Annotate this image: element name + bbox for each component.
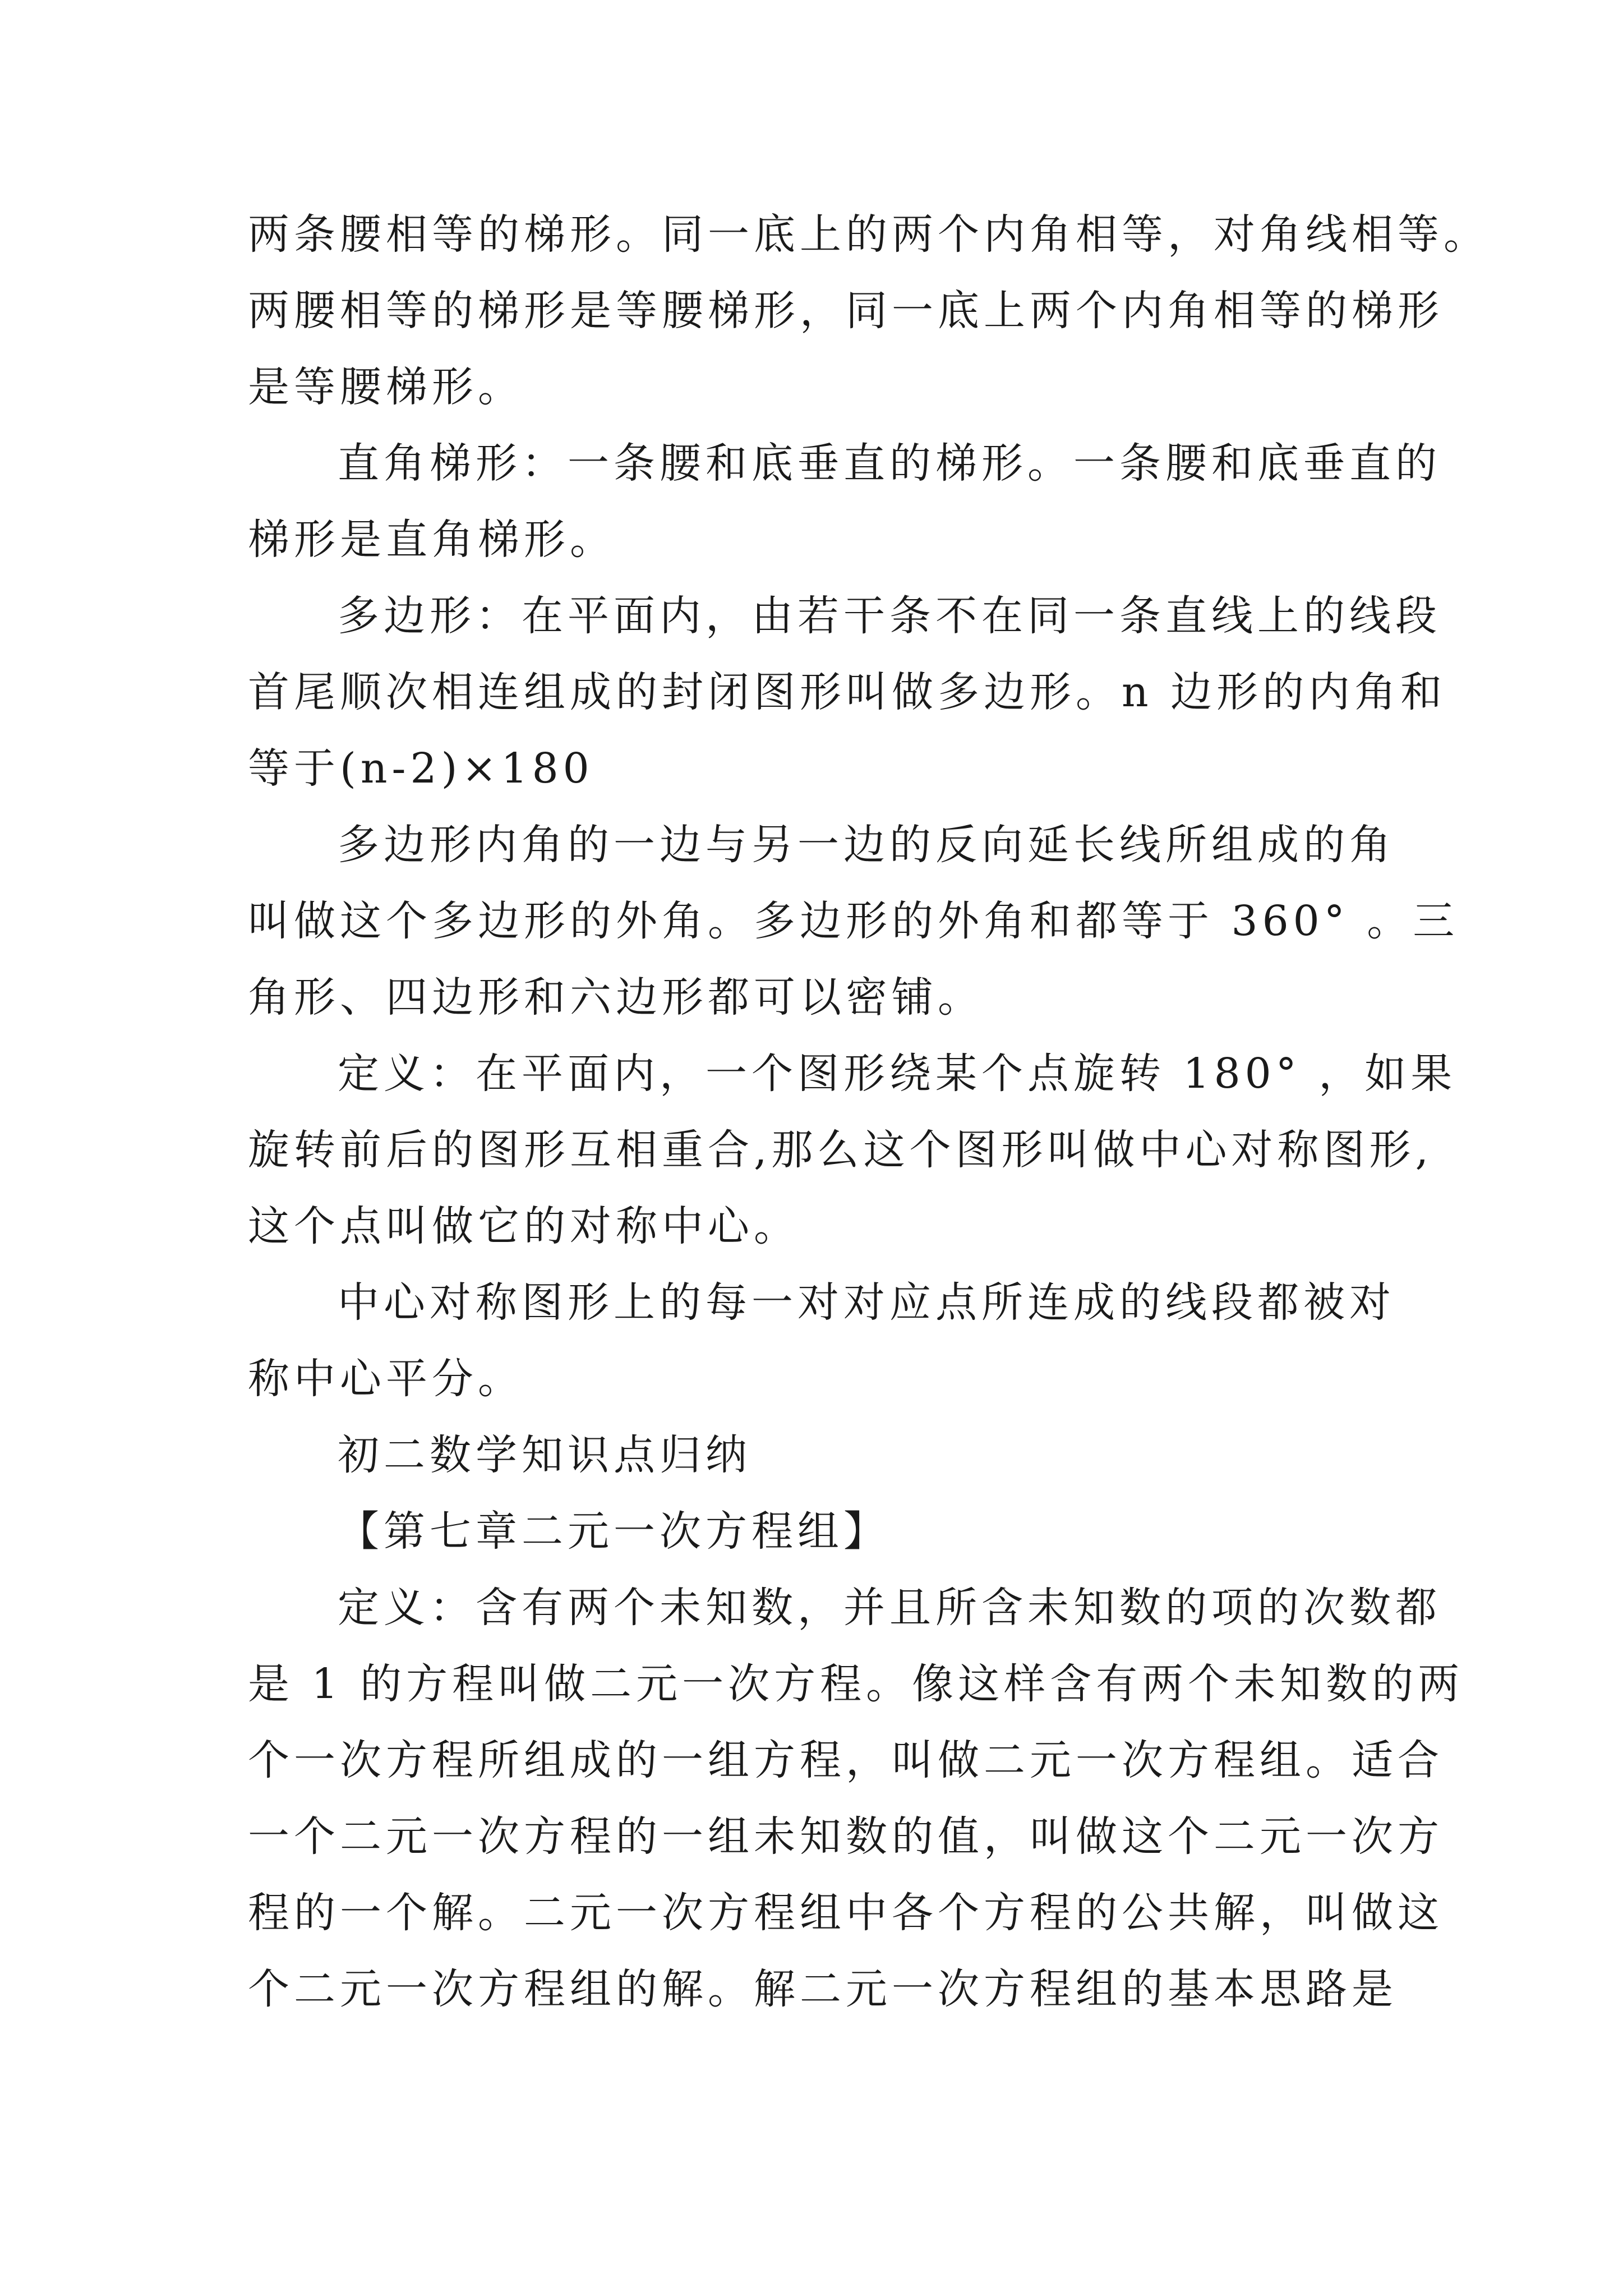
text-line: 【第七章二元一次方程组】 [338, 1507, 889, 1556]
text-line: 多边形：在平面内，由若干条不在同一条直线上的线段 [338, 592, 1441, 640]
text-line: 角形、四边形和六边形都可以密铺。 [248, 973, 984, 1022]
text-line: 叫做这个多边形的外角。多边形的外角和都等于 360° 。三 [248, 897, 1459, 945]
text-line: 程的一个解。二元一次方程组中各个方程的公共解，叫做这 [248, 1889, 1444, 1937]
text-line: 称中心平分。 [248, 1355, 524, 1403]
text-line: 定义：含有两个未知数，并且所含未知数的项的次数都 [338, 1584, 1441, 1632]
text-line: 个一次方程所组成的一组方程，叫做二元一次方程组。适合 [248, 1736, 1444, 1784]
text-line: 两条腰相等的梯形。同一底上的两个内角相等，对角线相等。 [248, 210, 1490, 259]
text-line: 一个二元一次方程的一组未知数的值，叫做这个二元一次方 [248, 1812, 1444, 1861]
text-line: 首尾顺次相连组成的封闭图形叫做多边形。n 边形的内角和 [248, 668, 1447, 716]
text-line: 初二数学知识点归纳 [338, 1431, 751, 1479]
document-body [248, 196, 1490, 2027]
text-line: 直角梯形：一条腰和底垂直的梯形。一条腰和底垂直的 [338, 439, 1441, 487]
text-line: 这个点叫做它的对称中心。 [248, 1202, 800, 1250]
text-line: 是等腰梯形。 [248, 363, 524, 411]
text-line: 个二元一次方程组的解。解二元一次方程组的基本思路是 [248, 1965, 1398, 2013]
text-line: 中心对称图形上的每一对对应点所连成的线段都被对 [338, 1278, 1395, 1327]
text-line: 梯形是直角梯形。 [248, 516, 616, 564]
text-line: 是 1 的方程叫做二元一次方程。像这样含有两个未知数的两 [248, 1660, 1464, 1708]
text-line: 多边形内角的一边与另一边的反向延长线所组成的角 [338, 821, 1395, 869]
text-line: 旋转前后的图形互相重合,那么这个图形叫做中心对称图形, [248, 1126, 1433, 1174]
text-line: 等于(n-2)×180 [248, 744, 594, 793]
text-line: 两腰相等的梯形是等腰梯形，同一底上两个内角相等的梯形 [248, 287, 1444, 335]
text-line: 定义：在平面内，一个图形绕某个点旋转 180° ，如果 [338, 1050, 1457, 1098]
